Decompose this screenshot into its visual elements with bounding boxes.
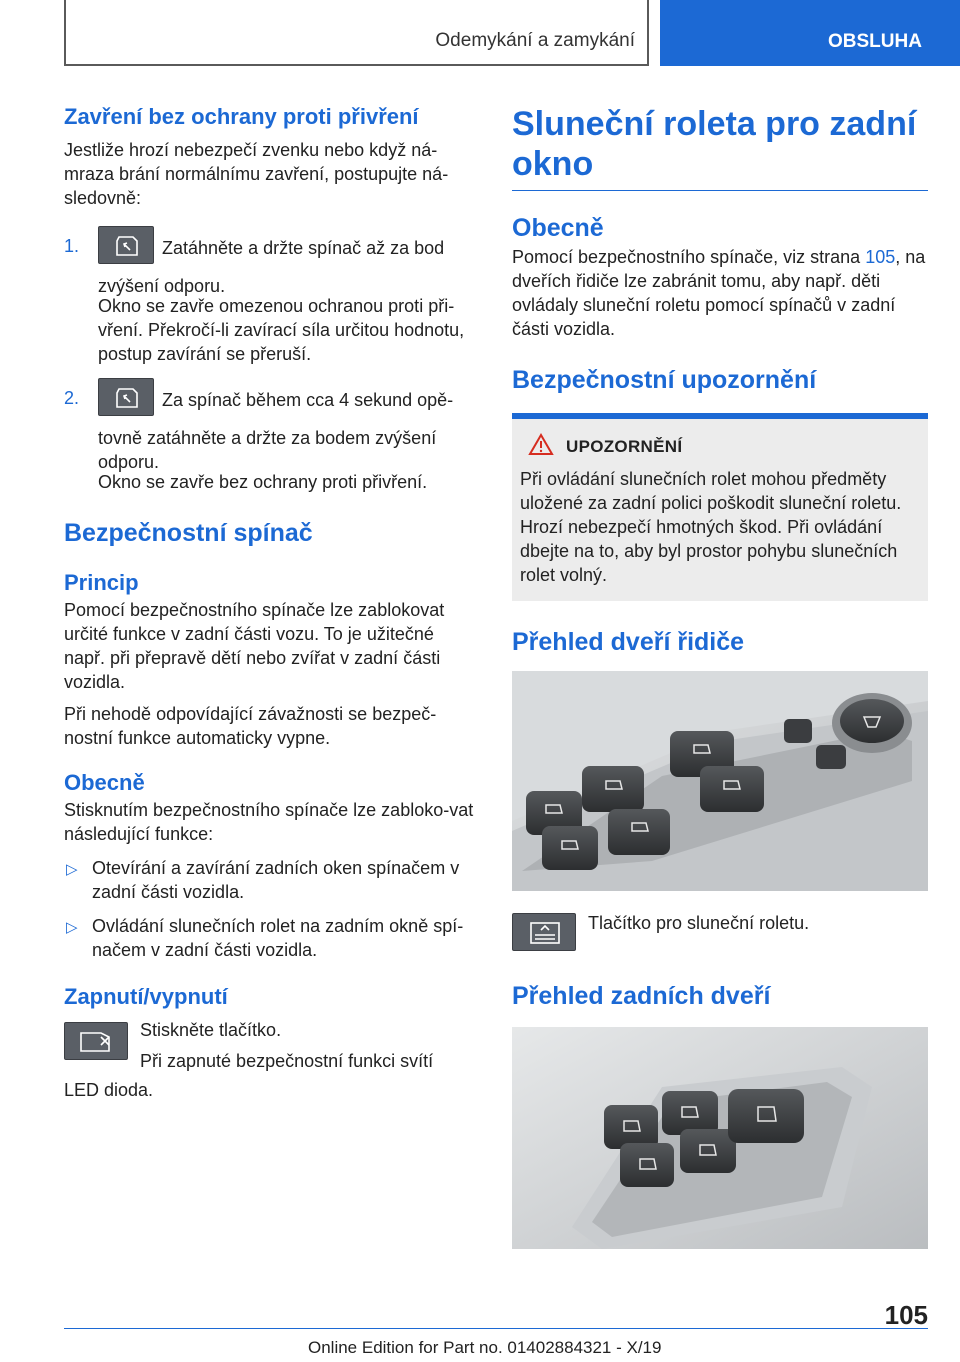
general-text-part-1: Pomocí bezpečnostního spínače, viz strana — [512, 247, 866, 267]
safety-notes-heading: Bezpečnostní upozornění — [512, 366, 817, 394]
bullet-1-text: Otevírání a zavírání zadních oken spínačem v zadní části vozidla. — [92, 858, 460, 902]
warning-triangle-icon — [528, 433, 554, 457]
rear-door-switches-photo — [512, 1027, 928, 1249]
page-number: 105 — [884, 1300, 928, 1330]
rear-blind-heading-line-1: Sluneční roleta pro zadní — [512, 105, 917, 143]
step-2-text-block — [98, 378, 479, 472]
step-2-text: Za spínač během cca 4 sekund opě-tovně zatáhněte a držte za bodem zvýšení odporu. — [98, 390, 454, 472]
edition-text: Online Edition for Part no. 01402884321 - X/19 — [308, 1338, 662, 1357]
led-text-line: Při zapnuté bezpečnostní funkci svítí — [140, 1051, 434, 1071]
right-column — [512, 104, 928, 1249]
step-1-text-block — [98, 226, 479, 296]
sunblind-button-icon — [512, 913, 576, 951]
general-heading-left: Obecně — [64, 770, 145, 795]
step-2-number: 2. — [64, 388, 80, 408]
step-1-result: Okno se zavře omezenou ochranou proti při-vření. Překročí-li zavírací síla určitou hodnotu, postup zavírání se přeruší. — [98, 296, 465, 364]
page-reference-link[interactable]: 105 — [865, 247, 896, 267]
closing-intro: Jestliže hrozí nebezpečí zvenku nebo když ná-mraza brání normálnímu zavření, postupujte ná-sledovně: — [64, 140, 449, 208]
page-header — [0, 0, 960, 66]
rear-door-heading: Přehled zadních dveří — [512, 982, 771, 1010]
left-column — [64, 100, 479, 1102]
step-1-number: 1. — [64, 236, 80, 256]
step-2-result: Okno se zavře bez ochrany proti přivření. — [98, 472, 428, 492]
driver-door-heading: Přehled dveří řidiče — [512, 628, 745, 656]
step-1 — [64, 226, 479, 366]
closing-without-protection-heading: Zavření bez ochrany proti přivření — [64, 104, 419, 129]
bullet-item-2 — [64, 914, 479, 962]
on-off-heading: Zapnutí/vypnutí — [64, 984, 228, 1009]
warning-box — [512, 413, 928, 601]
heading-rule — [512, 190, 928, 191]
sunblind-caption-text: Tlačítko pro sluneční roletu. — [588, 913, 810, 933]
principle-note: Při nehodě odpovídající závažnosti se bezpeč-nostní funkce automaticky vypne. — [64, 704, 437, 748]
driver-door-switches-photo — [512, 671, 928, 891]
bullet-2-text: Ovládání slunečních rolet na zadním okně spí-načem v zadní části vozidla. — [92, 916, 464, 960]
step-2 — [64, 378, 479, 494]
general-text-right — [512, 245, 928, 341]
warning-title: UPOZORNĚNÍ — [566, 437, 683, 456]
window-switch-icon — [98, 378, 154, 416]
principle-heading: Princip — [64, 570, 139, 595]
safety-switch-heading: Bezpečnostní spínač — [64, 519, 313, 547]
general-text-part-2: , na dveřích řidiče lze zabránit tomu, aby např. děti ovládaly sluneční roletu pomocí spínačů v zadní části vozidla. — [512, 247, 926, 339]
general-intro-left: Stisknutím bezpečnostního spínače lze zabloko-vat následující funkce: — [64, 800, 474, 844]
principle-text: Pomocí bezpečnostního spínače lze zablokovat určité funkce v zadní části vozu. To je užitečné např. při přepravě dětí nebo zvířat v zadní části vozidla. — [64, 600, 445, 692]
warning-header — [520, 437, 920, 461]
section-tab — [660, 0, 960, 66]
window-switch-icon — [98, 226, 154, 264]
on-off-instruction — [64, 1018, 479, 1078]
chapter-tab — [64, 0, 649, 66]
child-lock-button-icon — [64, 1022, 128, 1060]
step-1-text: Zatáhněte a držte spínač až za bod zvýšení odporu. — [98, 238, 445, 296]
led-text-end: LED dioda. — [64, 1080, 154, 1100]
rear-blind-heading-line-2: okno — [512, 145, 594, 183]
general-heading-right: Obecně — [512, 214, 604, 242]
press-button-text: Stiskněte tlačítko. — [140, 1020, 282, 1040]
bullet-item-1 — [64, 856, 479, 904]
bullet-triangle-icon: ▷ — [66, 861, 78, 878]
sunblind-button-caption — [512, 911, 928, 955]
footer-rule — [64, 1328, 928, 1329]
section-title: OBSLUHA — [828, 31, 922, 52]
chapter-title: Odemykání a zamykání — [435, 30, 635, 51]
warning-text: Při ovládání slunečních rolet mohou předměty uložené za zadní polici poškodit sluneční roletu. Hrozí nebezpečí hmotných škod. Při ovládání dbejte na to, aby byl prostor pohybu slunečních rolet volný. — [520, 469, 902, 585]
bullet-triangle-icon: ▷ — [66, 919, 78, 936]
